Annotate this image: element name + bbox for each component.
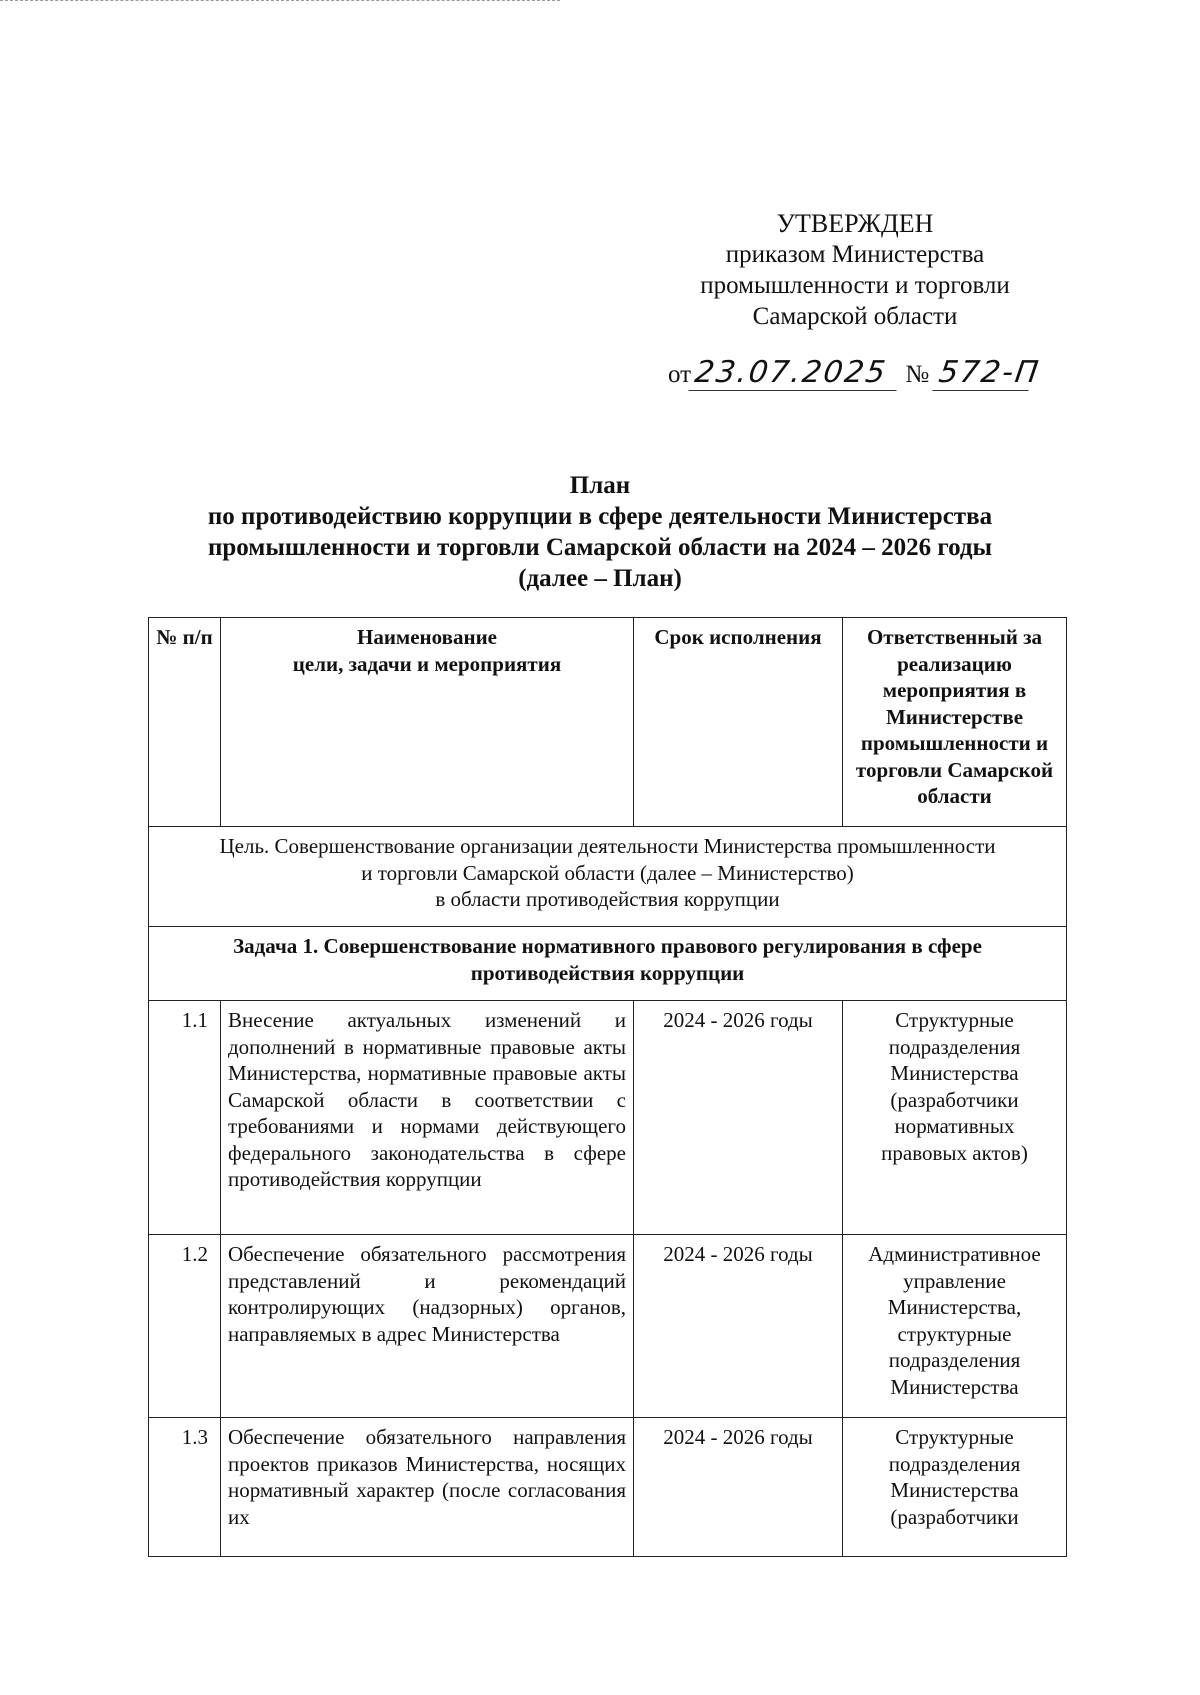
row-term: 2024 - 2026 годы [634, 1001, 843, 1235]
row-responsible: Административное управление Министерства, структурные подразделения Министерства [843, 1235, 1067, 1418]
order-date: 23.07.2025 [689, 355, 902, 391]
plan-table [148, 617, 1067, 1557]
row-responsible: Структурные подразделения Министерства (разработчики нормативных правовых актов) [843, 1001, 1067, 1235]
row-activity: Обеспечение обязательного рассмотрения представлений и рекомендаций контролирующих (надзорных) органов, направляемых в адрес Министерства [221, 1235, 634, 1418]
header-name [221, 618, 634, 827]
approval-stamp-block [640, 208, 1070, 332]
task-cell: Задача 1. Совершенствование нормативного правового регулирования в сфере противодействия коррупции [149, 927, 1067, 1001]
row-number: 1.1 [149, 1001, 221, 1235]
approval-line: промышленности и торговли [700, 272, 1010, 299]
title-line: по противодействию коррупции в сфере деятельности Министерства [207, 503, 993, 530]
goal-line: Цель. Совершенствование организации деятельности Министерства промышленности [219, 834, 996, 858]
table-row [149, 1001, 1067, 1235]
header-name-line: Наименование [357, 625, 497, 649]
row-activity: Внесение актуальных изменений и дополнений в нормативные правовые акты Министерства, нормативные правовые акты Самарской области в соответствии с требованиями и нормами действующего федерального законодательства в сфере противодействия коррупции [221, 1001, 634, 1235]
goal-line: и торговли Самарской области (далее – Министерство) [361, 860, 854, 885]
task-row [149, 927, 1067, 1001]
row-term: 2024 - 2026 годы [634, 1418, 843, 1557]
table-row [149, 1418, 1067, 1557]
document-title [140, 470, 1060, 594]
row-responsible: Структурные подразделения Министерства (разработчики [843, 1418, 1067, 1557]
approval-heading: УТВЕРЖДЕН [776, 209, 934, 238]
order-number: 572-П [933, 355, 1034, 391]
row-activity: Обеспечение обязательного направления проектов приказов Министерства, носящих нормативный характер (после согласования их [221, 1418, 634, 1557]
title-line: (далее – План) [518, 565, 682, 592]
order-date-number [668, 355, 1068, 391]
row-number: 1.2 [149, 1235, 221, 1418]
goal-row [149, 827, 1067, 927]
title-line: промышленности и торговли Самарской области на 2024 – 2026 годы [207, 534, 993, 561]
table-header-row [149, 618, 1067, 827]
row-number: 1.3 [149, 1418, 221, 1557]
approval-line: Самарской области [752, 303, 958, 330]
approval-line: приказом Министерства [725, 241, 985, 268]
header-responsible: Ответственный за реализацию мероприятия в Министерстве промышленности и торговли Самарской области [843, 618, 1067, 827]
row-term: 2024 - 2026 годы [634, 1235, 843, 1418]
date-prefix: от [668, 361, 692, 388]
title-line: План [569, 472, 631, 499]
header-name-line: цели, задачи и мероприятия [292, 651, 562, 676]
header-term: Срок исполнения [634, 618, 843, 827]
header-num: № п/п [149, 618, 221, 827]
goal-line: в области противодействия коррупции [435, 887, 780, 911]
goal-cell [149, 827, 1067, 927]
number-prefix: № [905, 361, 930, 388]
table-row [149, 1235, 1067, 1418]
scan-edge-mark [0, 0, 560, 7]
